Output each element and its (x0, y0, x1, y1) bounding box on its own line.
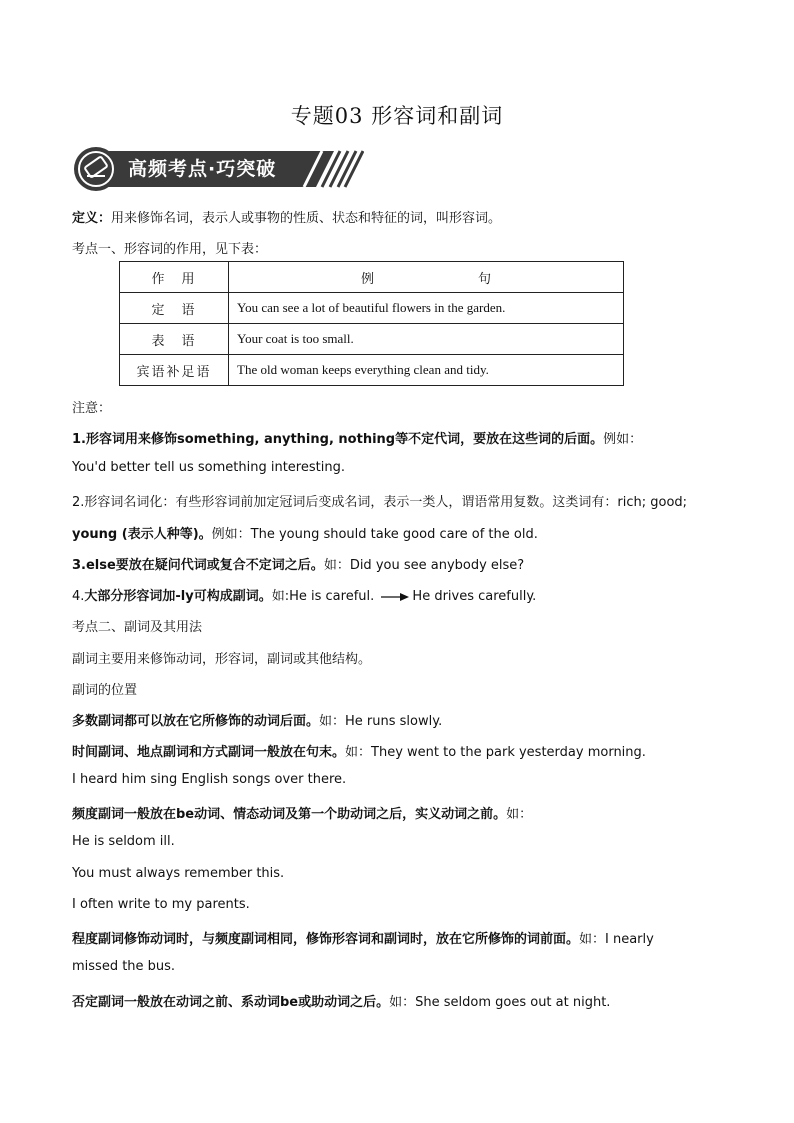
definition-line (72, 207, 501, 226)
table-cell: The old woman keeps everything clean and tidy. (229, 355, 624, 386)
note-4-mid: 如:He is careful. (271, 589, 375, 604)
rule-4 (72, 928, 654, 947)
table-row (120, 355, 624, 386)
page-title: 专题03 形容词和副词 (290, 104, 504, 128)
note-1-rule: 1.形容词用来修饰something, anything, nothing等不定代词，要放在这些词的后面。 (72, 432, 604, 447)
note-4-tail: He drives carefully. (412, 589, 537, 604)
arrow-right-icon (380, 592, 410, 602)
note-2-line-2 (72, 523, 538, 542)
definition-label: 定义： (72, 211, 112, 226)
rule-1-tail: 如：He runs slowly. (319, 714, 443, 729)
rule-4-text: 程度副词修饰动词时，与频度副词相同，修饰形容词和副词时，放在它所修饰的词前面。 (72, 932, 580, 947)
adverb-intro: 副词主要用来修饰动词，形容词，副词或其他结构。 (72, 652, 372, 667)
table-cell: You can see a lot of beautiful flowers in the garden. (229, 293, 624, 324)
banner-text: 高频考点·巧突破 (128, 158, 277, 180)
table-row (120, 293, 624, 324)
rule-3-example: He is seldom ill. (72, 834, 175, 849)
rule-3-text: 频度副词一般放在be动词、情态动词及第一个助动词之后，实义动词之前。 (72, 807, 507, 822)
definition-text: 用来修饰名词，表示人或事物的性质、状态和特征的词，叫形容词。 (111, 211, 502, 226)
note-4 (72, 585, 536, 604)
note-2-line-1: 2.形容词名词化：有些形容词前加定冠词后变成名词，表示一类人，谓语常用复数。这类词有：rich; good; (72, 495, 688, 510)
note-4-prefix: 4. (72, 589, 85, 604)
rule-3 (72, 803, 532, 822)
rule-2-tail: 如：They went to the park yesterday morning. (345, 745, 646, 760)
table-header-row (120, 262, 624, 293)
rule-1 (72, 710, 442, 729)
note-2-rule: young (表示人种等)。 (72, 527, 212, 542)
table-row (120, 324, 624, 355)
note-1-example: You'd better tell us something interesting. (72, 460, 345, 475)
table-header-cell: 作 用 (120, 262, 229, 293)
rule-1-text: 多数副词都可以放在它所修饰的动词后面。 (72, 714, 320, 729)
note-3-rule: 3.else要放在疑问代词或复合不定词之后。 (72, 558, 324, 573)
note-1 (72, 428, 642, 447)
note-4-rule: 大部分形容词加-ly可构成副词。 (84, 589, 272, 604)
rule-4-tail: 如：I nearly (579, 932, 654, 947)
note-3-tail: 如：Did you see anybody else? (323, 558, 525, 573)
adjective-usage-table (119, 261, 624, 386)
rule-2 (72, 741, 646, 760)
rule-2-example: I heard him sing English songs over there. (72, 772, 347, 787)
table-header-cell: 例 句 (229, 262, 624, 293)
table-cell: 表 语 (120, 324, 229, 355)
point1-heading: 考点一、形容词的作用，见下表： (72, 242, 268, 257)
rule-2-text: 时间副词、地点副词和方式副词一般放在句末。 (72, 745, 346, 760)
note-3 (72, 554, 524, 573)
rule-5-tail: 如：She seldom goes out at night. (389, 995, 611, 1010)
rule-3-example: I often write to my parents. (72, 897, 250, 912)
table-cell: Your coat is too small. (229, 324, 624, 355)
table-cell: 定 语 (120, 293, 229, 324)
rule-3-example: You must always remember this. (72, 866, 285, 881)
rule-5 (72, 991, 610, 1010)
rule-4-continuation: missed the bus. (72, 959, 176, 974)
adverb-position-heading: 副词的位置 (72, 683, 138, 698)
table-cell: 宾语补足语 (120, 355, 229, 386)
rule-3-tail: 如： (506, 807, 533, 822)
note-1-tail: 例如： (603, 432, 643, 447)
point2-heading: 考点二、副词及其用法 (72, 620, 203, 635)
rule-5-text: 否定副词一般放在动词之前、系动词be或助动词之后。 (72, 995, 390, 1010)
note-2-tail: 例如：The young should take good care of the old. (211, 527, 538, 542)
note-label: 注意： (72, 401, 112, 416)
